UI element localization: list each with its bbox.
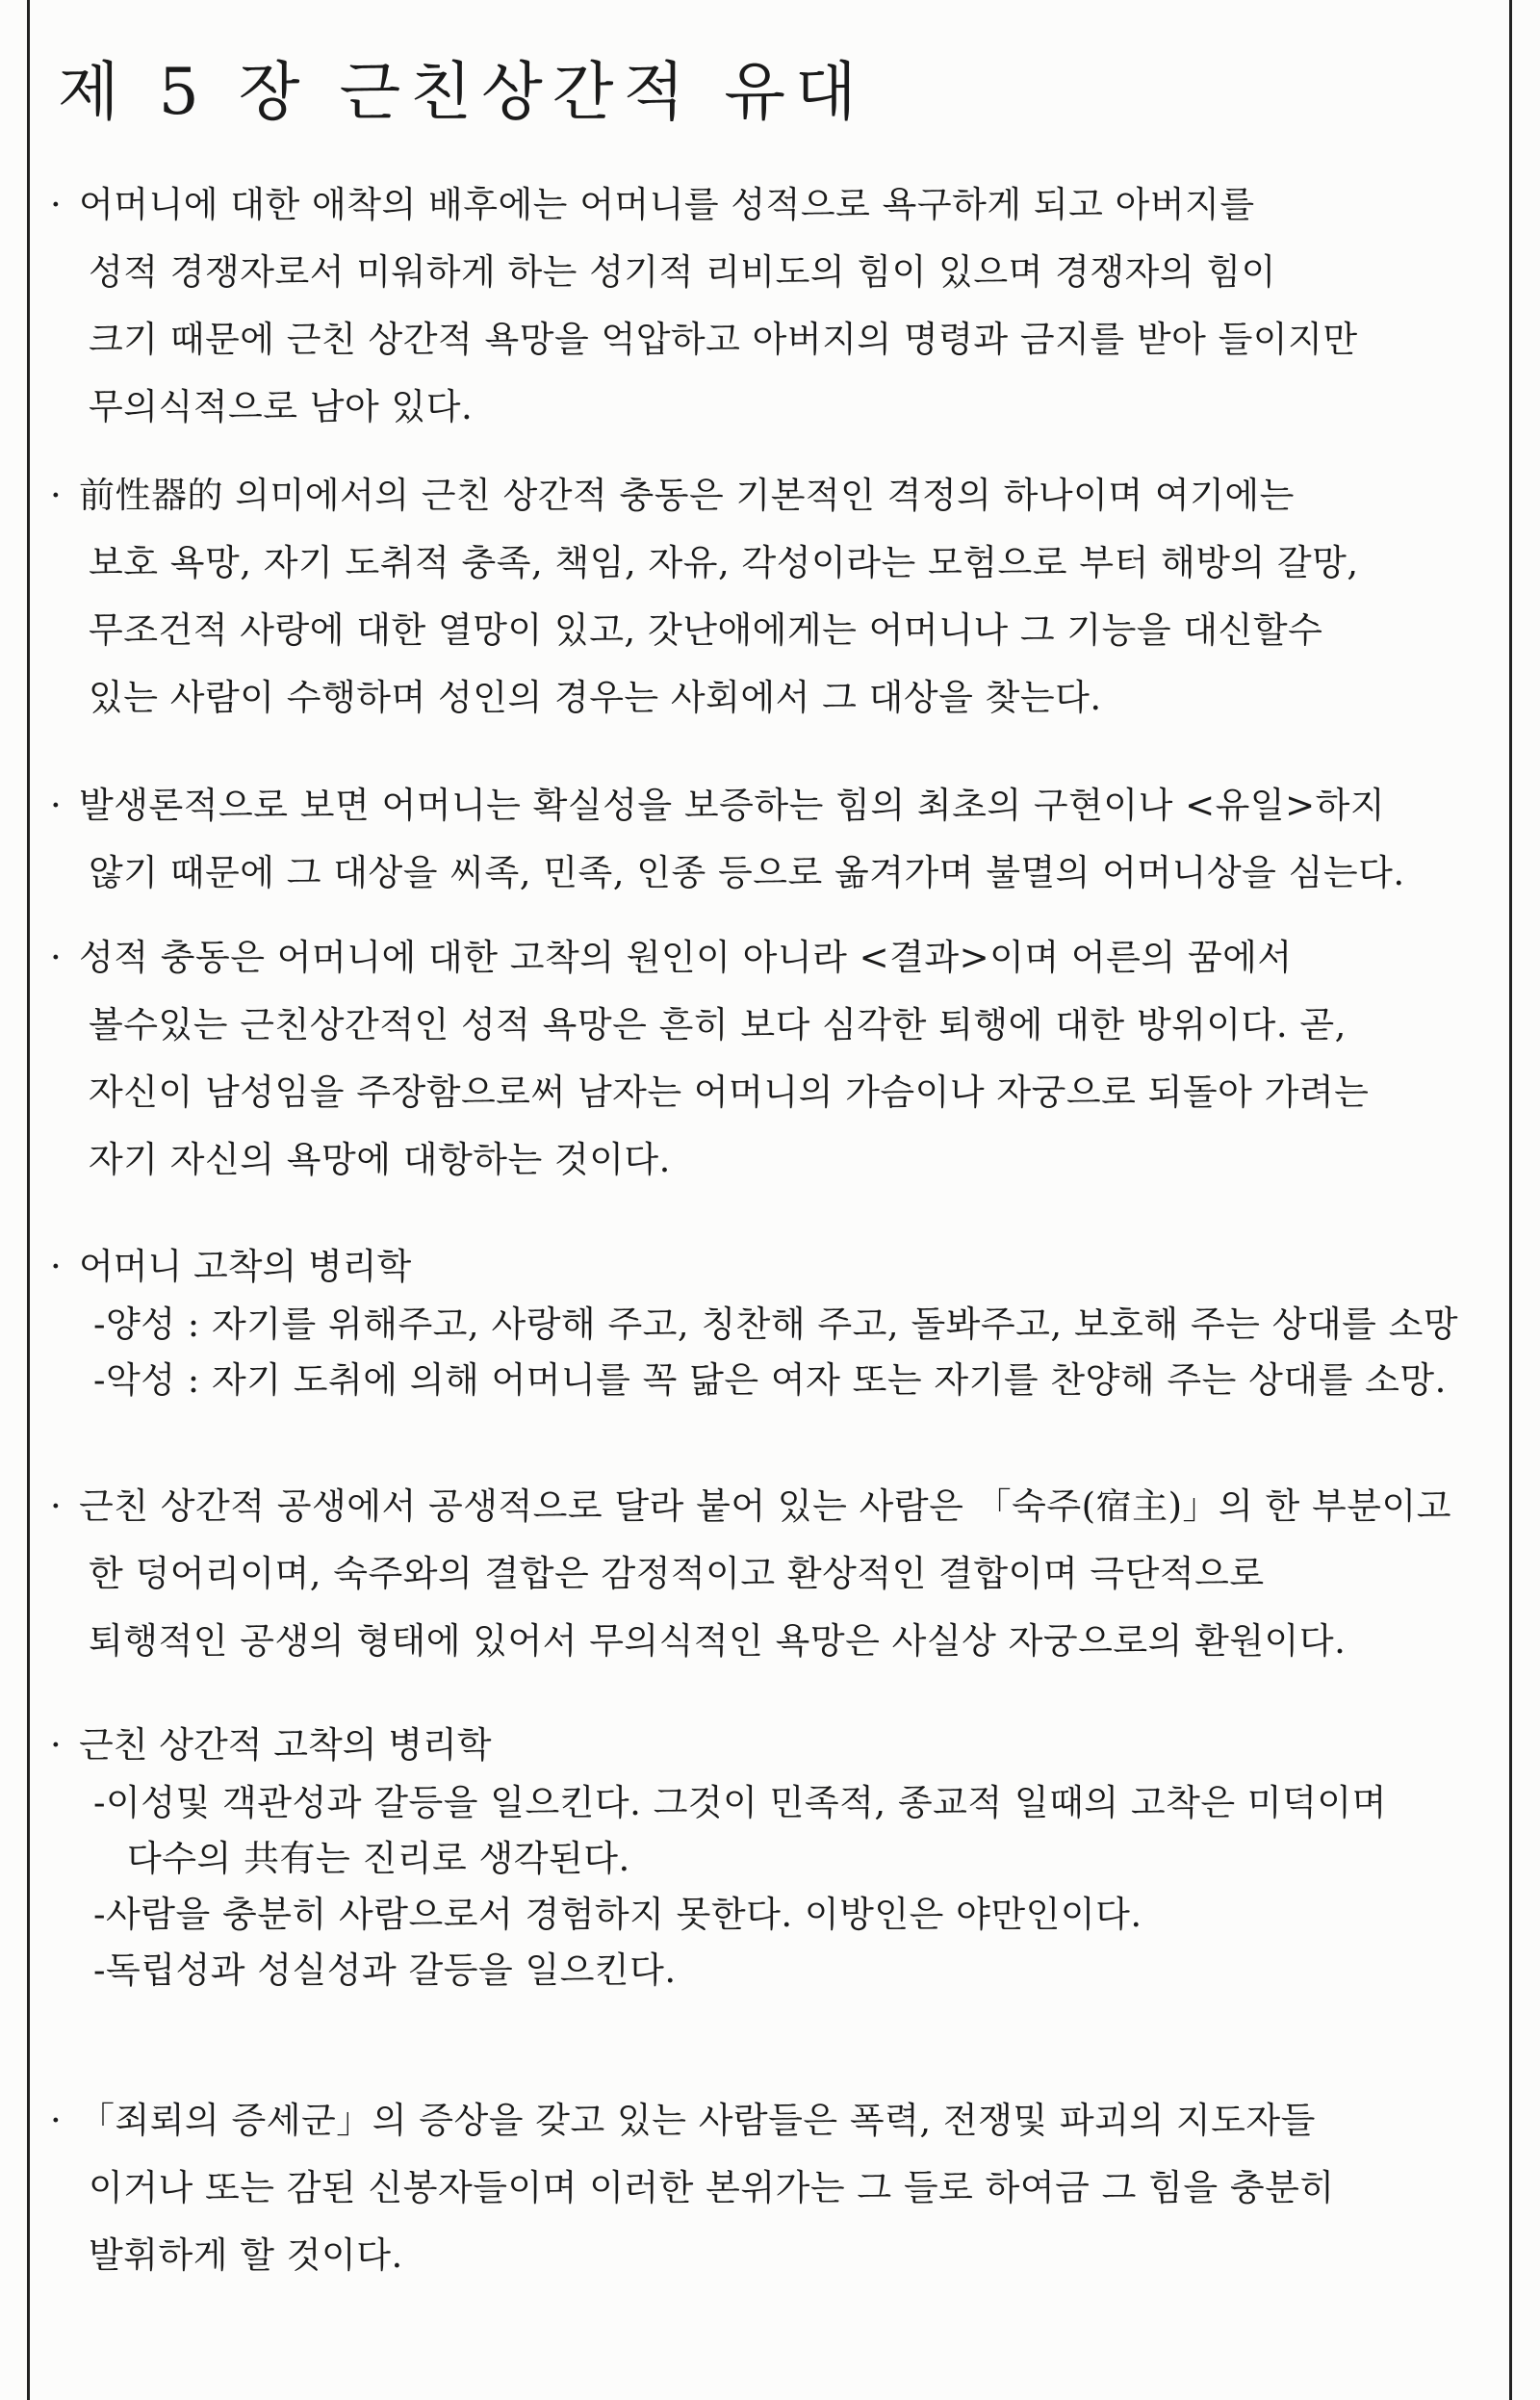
sub-item: -악성 : 자기 도취에 의해 어머니를 꼭 닮은 여자 또는 자기를 찬양해 주는 상대를 소망. — [93, 1359, 1447, 1401]
note-line: 퇴행적인 공생의 형태에 있어서 무의식적인 욕망은 사실상 자궁으로의 환원이다. — [89, 1620, 1347, 1662]
note-line: 무조건적 사랑에 대한 열망이 있고, 갓난애에게는 어머니나 그 기능을 대신할수 — [89, 609, 1323, 651]
sub-item-continuation: 다수의 共有는 진리로 생각된다. — [127, 1838, 630, 1879]
heading-text: 근친 상간적 고착의 병리학 — [79, 1724, 492, 1766]
bullet-dot: · — [50, 184, 63, 225]
note-line: 않기 때문에 그 대상을 씨족, 민족, 인종 등으로 옮겨가며 불멸의 어머니상을 심는다. — [89, 852, 1405, 893]
sub-item: -양성 : 자기를 위해주고, 사랑해 주고, 칭찬해 주고, 돌봐주고, 보호해 주는 상대를 소망 — [93, 1303, 1459, 1345]
note-line: 크기 때문에 근친 상간적 욕망을 억압하고 아버지의 명령과 금지를 받아 들이지만 — [89, 319, 1358, 360]
bullet-dot: · — [50, 1485, 63, 1527]
bullet-dot: · — [50, 475, 63, 516]
note-text: 성적 충동은 어머니에 대한 고착의 원인이 아니라 <결과>이며 어른의 꿈에서 — [79, 937, 1293, 978]
note-text: 근친 상간적 공생에서 공생적으로 달라 붙어 있는 사람은 「숙주(宿主)」의 한 부분이고 — [79, 1485, 1451, 1527]
section-heading — [50, 1716, 1503, 1775]
note-section — [50, 171, 1503, 441]
note-line: 이거나 또는 감된 신봉자들이며 이러한 본위가는 그 들로 하여금 그 힘을 충분히 — [89, 2167, 1335, 2208]
note-line: 한 덩어리이며, 숙주와의 결합은 감정적이고 환상적인 결합이며 극단적으로 — [89, 1553, 1265, 1594]
sub-item: -이성및 객관성과 갈등을 일으킨다. 그것이 민족적, 종교적 일때의 고착은 미덕이며 — [93, 1782, 1387, 1823]
note-line: 있는 사람이 수행하며 성인의 경우는 사회에서 그 대상을 찾는다. — [89, 677, 1102, 718]
note-line — [50, 772, 1503, 839]
chapter-title: 제 5 장 근친상간적 유대 — [58, 55, 866, 129]
note-line: 자기 자신의 욕망에 대항하는 것이다. — [89, 1139, 671, 1180]
note-line — [50, 924, 1503, 992]
note-line: 무의식적으로 남아 있다. — [89, 386, 474, 427]
note-line — [50, 171, 1503, 239]
note-line: 자신이 남성임을 주장함으로써 남자는 어머니의 가슴이나 자궁으로 되돌아 가려는 — [89, 1071, 1370, 1113]
bullet-dot: · — [50, 2100, 63, 2141]
bullet-dot: · — [50, 1724, 62, 1766]
note-section — [50, 2087, 1503, 2289]
note-section — [50, 924, 1503, 1194]
note-line — [50, 2087, 1503, 2155]
note-line: 발휘하게 할 것이다. — [89, 2234, 403, 2276]
note-line — [50, 1473, 1503, 1540]
note-section — [50, 462, 1503, 732]
note-text: 어머니에 대한 애착의 배후에는 어머니를 성적으로 욕구하게 되고 아버지를 — [79, 184, 1255, 225]
bullet-dot: · — [50, 937, 63, 978]
note-section — [50, 1716, 1503, 1999]
note-text: 발생론적으로 보면 어머니는 확실성을 보증하는 힘의 최초의 구현이나 <유일>하지 — [79, 785, 1386, 826]
bullet-dot: · — [50, 785, 63, 826]
note-line: 볼수있는 근친상간적인 성적 욕망은 흔히 보다 심각한 퇴행에 대한 방위이다. 곧, — [89, 1004, 1347, 1045]
sub-item: -독립성과 성실성과 갈등을 일으킨다. — [93, 1949, 677, 1991]
note-section — [50, 772, 1503, 907]
page-right-border — [1509, 0, 1512, 2400]
sub-item: -사람을 충분히 사람으로서 경험하지 못한다. 이방인은 야만인이다. — [93, 1894, 1142, 1935]
note-line: 성적 경쟁자로서 미워하게 하는 성기적 리비도의 힘이 있으며 경쟁자의 힘이 — [89, 251, 1276, 293]
note-line: 보호 욕망, 자기 도취적 충족, 책임, 자유, 각성이라는 모험으로 부터 해방의 갈망, — [89, 542, 1359, 583]
bullet-dot: · — [50, 1246, 62, 1287]
note-section — [50, 1237, 1503, 1408]
heading-text: 어머니 고착의 병리학 — [79, 1246, 412, 1287]
note-text: 前性器的 의미에서의 근친 상간적 충동은 기본적인 격정의 하나이며 여기에는 — [79, 475, 1295, 516]
section-heading — [50, 1237, 1503, 1297]
page-left-border — [27, 0, 30, 2400]
note-line — [50, 462, 1503, 529]
note-text: 「죄뢰의 증세군」의 증상을 갖고 있는 사람들은 폭력, 전쟁및 파괴의 지도자들 — [79, 2100, 1316, 2141]
note-section — [50, 1473, 1503, 1675]
